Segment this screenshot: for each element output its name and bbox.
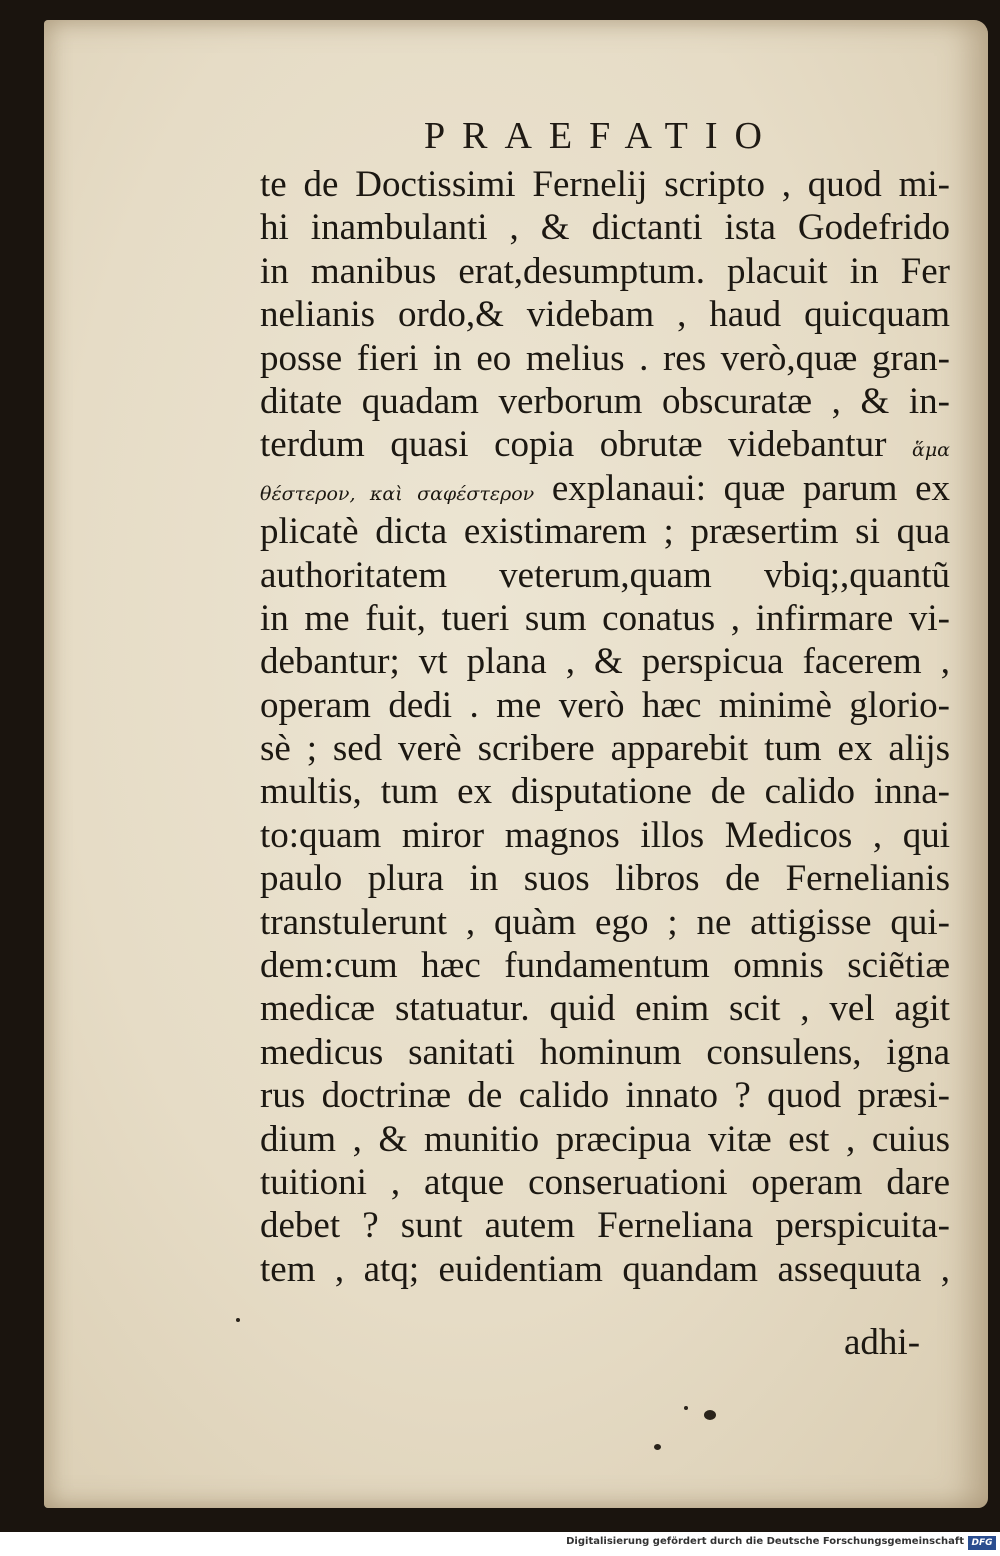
footer-bar — [0, 1532, 1000, 1556]
text-line-3: in manibus erat,desumptum. placuit in Fer — [260, 250, 950, 292]
ink-speck — [684, 1406, 688, 1410]
text-line-7-latin: terdum quasi copia obrutæ videbantur — [260, 424, 887, 466]
text-line-14: sè ; sed verè scribere apparebit tum ex alijs — [260, 728, 950, 770]
text-line-2: hi inambulanti , & dictanti ista Godefrido — [260, 207, 950, 249]
text-line-26: tem , atq; euidentiam quandam assequuta , — [260, 1248, 950, 1290]
running-head: PRAEFATIO — [424, 115, 779, 157]
text-line-22: rus doctrinæ de calido innato ? quod præsi- — [260, 1075, 950, 1117]
text-line-17: paulo plura in suos libros de Fernelianis — [260, 858, 950, 900]
text-line-21: medicus sanitati hominum consulens, igna — [260, 1031, 950, 1073]
text-line-8 — [260, 467, 950, 510]
text-line-13: operam dedi . me verò hæc minimè glorio- — [260, 684, 950, 726]
text-line-5: posse fieri in eo melius . res verò,quæ gran- — [260, 337, 950, 379]
book-page — [44, 20, 988, 1508]
text-line-6: ditate quadam verborum obscuratæ , & in- — [260, 380, 950, 422]
text-line-20: medicæ statuatur. quid enim scit , vel agit — [260, 988, 950, 1030]
text-line-9: plicatè dicta existimarem ; præsertim si qua — [260, 511, 950, 553]
catchword: adhi- — [844, 1322, 921, 1363]
text-line-18: transtulerunt , quàm ego ; ne attigisse qui- — [260, 901, 950, 943]
text-line-4: nelianis ordo,& videbam , haud quicquam — [260, 294, 950, 336]
dfg-logo: DFG — [968, 1536, 996, 1550]
text-line-11: in me fuit, tueri sum conatus , infirmare vi- — [260, 597, 950, 639]
ink-speck — [654, 1444, 661, 1450]
ink-speck — [236, 1318, 240, 1322]
text-line-12: debantur; vt plana , & perspicua facerem , — [260, 641, 950, 683]
text-line-23: dium , & munitio præcipua vitæ est , cuius — [260, 1118, 950, 1160]
body-text — [260, 163, 950, 1291]
text-line-15: multis, tum ex disputatione de calido inna- — [260, 771, 950, 813]
text-line-16: to:quam miror magnos illos Medicos , qui — [260, 814, 950, 856]
greek-phrase-2: θέστερον, καὶ σαφέστερον — [260, 482, 535, 505]
text-line-24: tuitioni , atque conseruationi operam dare — [260, 1161, 950, 1203]
text-line-10: authoritatem veterum,quam vbiq;,quantũ — [260, 554, 950, 596]
ink-speck — [704, 1410, 716, 1420]
text-line-7 — [260, 423, 950, 466]
funding-credit: Digitalisierung gefördert durch die Deutsche Forschungsgemeinschaft — [566, 1536, 964, 1547]
text-line-8-latin: explanaui: quæ parum ex — [551, 467, 951, 509]
greek-word-1: ἅμα — [911, 439, 950, 462]
text-line-19: dem:cum hæc fundamentum omnis sciẽtiæ — [260, 945, 950, 987]
text-line-25: debet ? sunt autem Ferneliana perspicuita- — [260, 1205, 950, 1247]
text-line-1: te de Doctissimi Fernelij scripto , quod mi- — [260, 164, 950, 205]
